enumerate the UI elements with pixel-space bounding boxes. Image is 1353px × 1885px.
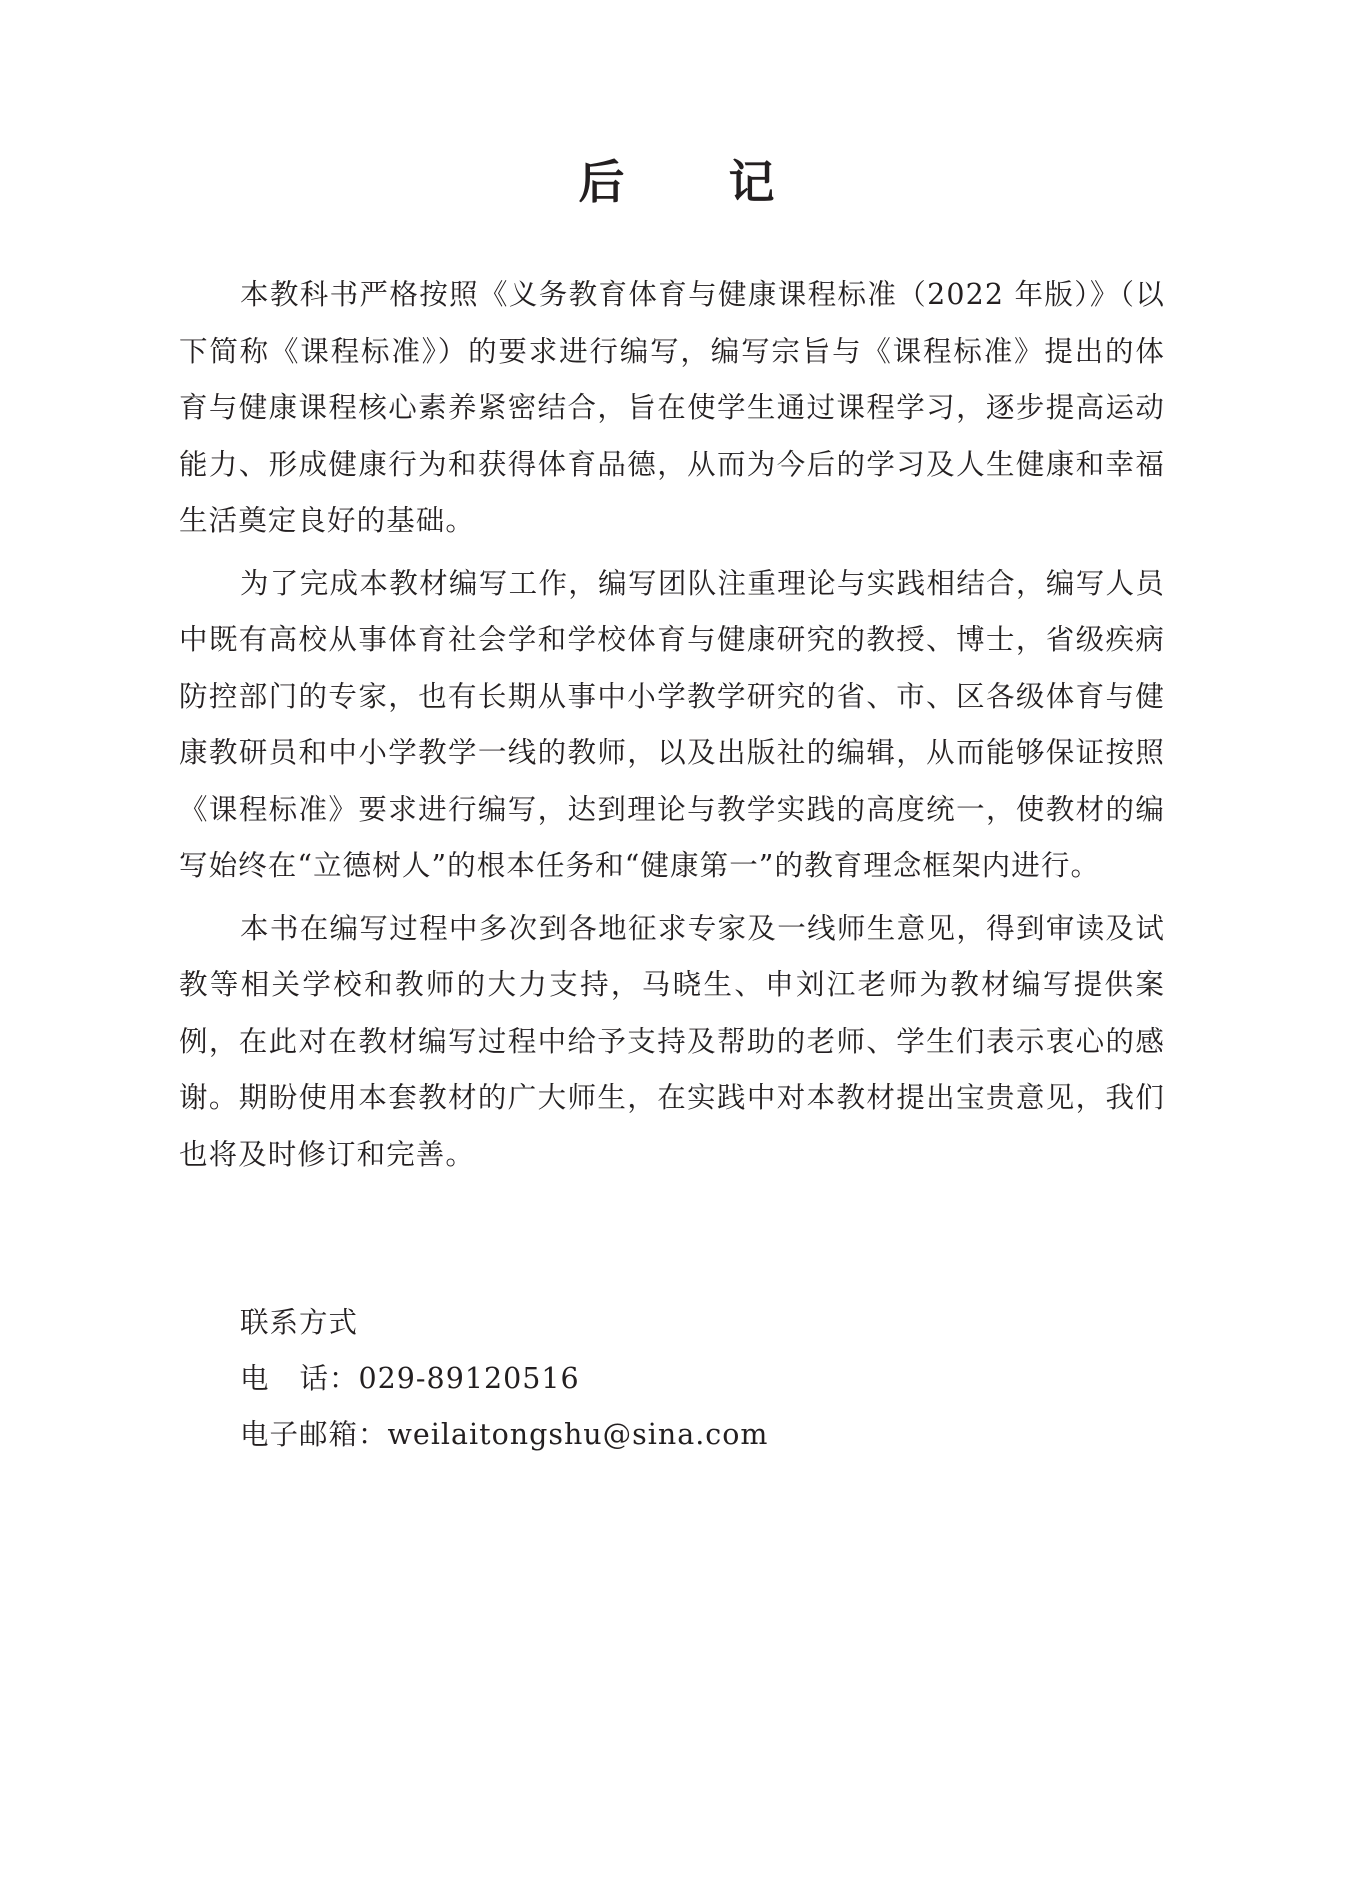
phone-label-second: 话： bbox=[299, 1362, 359, 1395]
page-title: 后 记 bbox=[578, 155, 819, 209]
contact-info bbox=[240, 1295, 1140, 1463]
contact-heading: 联系方式 bbox=[240, 1306, 359, 1339]
paragraph-2: 为了完成本教材编写工作，编写团队注重理论与实践相结合，编写人员中既有高校从事体育社会学和学校体育与健康研究的教授、博士，省级疾病防控部门的专家，也有长期从事中小学教学研究的省、市、区各级体育与健康教研员和中小学教学一线的教师，以及出版社的编辑，从而能够保证按照《课程标准》要求进行编写，达到理论与教学实践的高度统一，使教材的编写始终在“立德树人”的根本任务和“健康第一”的教育理念框架内进行。 bbox=[179, 566, 1165, 882]
phone-label-first: 电 bbox=[240, 1362, 270, 1395]
email-label: 电子邮箱： bbox=[240, 1418, 388, 1451]
paragraph-1: 本教科书严格按照《义务教育体育与健康课程标准（2022 年版）》（以下简称《课程标准》）的要求进行编写，编写宗旨与《课程标准》提出的体育与健康课程核心素养紧密结合，旨在使学生通过课程学习，逐步提高运动能力、形成健康行为和获得体育品德，从而为今后的学习及人生健康和幸福生活奠定良好的基础。 bbox=[179, 278, 1165, 537]
phone-line bbox=[240, 1351, 1140, 1407]
phone-value: 029-89120516 bbox=[358, 1362, 580, 1395]
paragraph-3: 本书在编写过程中多次到各地征求专家及一线师生意见，得到审读及试教等相关学校和教师的大力支持，马晓生、申刘江老师为教材编写提供案例，在此对在教材编写过程中给予支持及帮助的老师、学生们表示衷心的感谢。期盼使用本套教材的广大师生，在实践中对本教材提出宝贵意见，我们也将及时修订和完善。 bbox=[179, 911, 1165, 1171]
email-line bbox=[240, 1407, 1140, 1463]
email-value: weilaitongshu@sina.com bbox=[387, 1418, 769, 1451]
afterword-body bbox=[179, 267, 1165, 1189]
